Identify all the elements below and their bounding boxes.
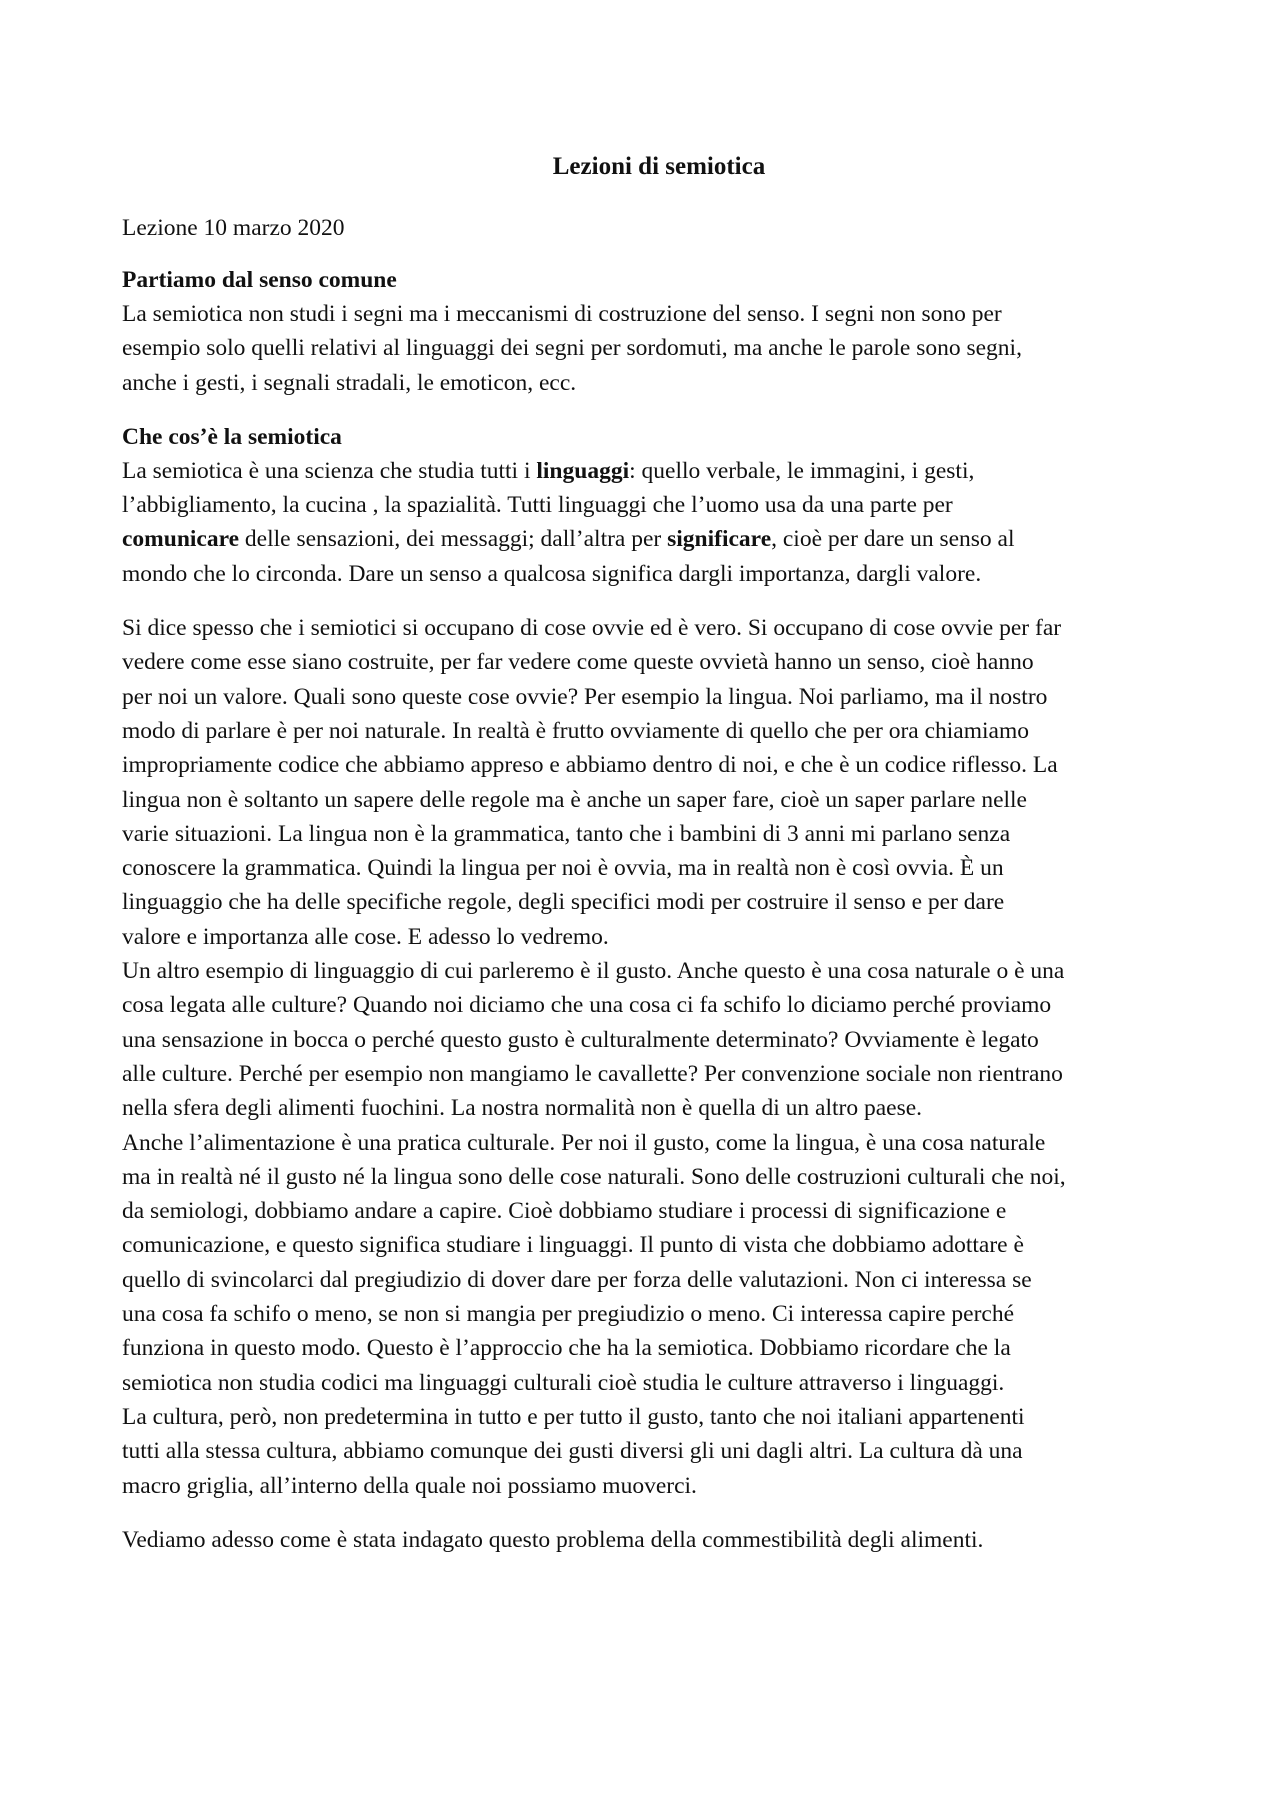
bold-term-significare: significare — [667, 526, 772, 553]
text-line: Un altro esempio di linguaggio di cui parleremo è il gusto. Anche questo è una cosa naturale o è una — [122, 958, 1065, 985]
text-line: alle culture. Perché per esempio non mangiamo le cavallette? Per convenzione sociale non rientrano — [122, 1060, 1063, 1087]
paragraph-commestibilita — [122, 1523, 1172, 1557]
section-heading-senso-comune: Partiamo dal senso comune — [122, 267, 397, 293]
text-line: La cultura, però, non predetermina in tutto e per tutto il gusto, tanto che noi italiani appartenenti — [122, 1403, 1025, 1430]
text-line: funziona in questo modo. Questo è l’approccio che ha la semiotica. Dobbiamo ricordare che la — [122, 1335, 1011, 1362]
bold-term-comunicare: comunicare — [122, 526, 240, 553]
text-line: lingua non è soltanto un sapere delle regole ma è anche un saper fare, cioè un saper parlare nelle — [122, 786, 1027, 813]
text-line: tutti alla stessa cultura, abbiamo comunque dei gusti diversi gli uni dagli altri. La cultura dà una — [122, 1438, 1023, 1465]
text-line: esempio solo quelli relativi al linguaggi dei segni per sordomuti, ma anche le parole sono segni, — [122, 335, 1022, 362]
text-line: quello di svincolarci dal pregiudizio di dover dare per forza delle valutazioni. Non ci interessa se — [122, 1266, 1032, 1293]
text-line: impropriamente codice che abbiamo appreso e abbiamo dentro di noi, e che è un codice riflesso. La — [122, 752, 1058, 779]
text-line: per noi un valore. Quali sono queste cose ovvie? Per esempio la lingua. Noi parliamo, ma il nostro — [122, 683, 1048, 710]
text-line: macro griglia, all’interno della quale noi possiamo muoverci. — [122, 1472, 697, 1499]
paragraph-cose-ovvie — [122, 611, 1172, 1503]
text-line: Si dice spesso che i semiotici si occupano di cose ovvie ed è vero. Si occupano di cose ovvie per far — [122, 615, 1062, 642]
text-line: modo di parlare è per noi naturale. In realtà è frutto ovviamente di quello che per ora chiamiamo — [122, 717, 1029, 744]
text-run: : quello verbale, le immagini, i gesti, — [629, 457, 975, 484]
section-heading-che-cos-e: Che cos’è la semiotica — [122, 423, 342, 450]
text-line: anche i gesti, i segnali stradali, le emoticon, ecc. — [122, 369, 577, 396]
text-run: , cioè per dare un senso al — [771, 526, 1015, 553]
text-line: La semiotica non studi i segni ma i meccanismi di costruzione del senso. I segni non sono per — [122, 301, 1002, 327]
text-line: Vediamo adesso come è stata indagato questo problema della commestibilità degli alimenti. — [122, 1526, 984, 1553]
text-line — [122, 522, 1172, 556]
text-line: varie situazioni. La lingua non è la grammatica, tanto che i bambini di 3 anni mi parlano senza — [122, 820, 1011, 847]
text-line: da semiologi, dobbiamo andare a capire. Cioè dobbiamo studiare i processi di significazione e — [122, 1198, 1007, 1225]
text-line: ma in realtà né il gusto né la lingua sono delle cose naturali. Sono delle costruzioni culturali che noi, — [122, 1163, 1066, 1190]
document-title: Lezioni di semiotica — [552, 153, 766, 180]
document-page — [122, 150, 1172, 1557]
text-line: nella sfera degli alimenti fuochini. La nostra normalità non è quella di un altro paese. — [122, 1095, 923, 1122]
text-line: valore e importanza alle cose. E adesso lo vedremo. — [122, 923, 609, 950]
text-line: comunicazione, e questo significa studiare i linguaggi. Il punto di vista che dobbiamo adottare è — [122, 1232, 1024, 1259]
text-line — [122, 454, 1172, 488]
text-line: cosa legata alle culture? Quando noi diciamo che una cosa ci fa schifo lo diciamo perché proviamo — [122, 992, 1052, 1019]
text-line: linguaggio che ha delle specifiche regole, degli specifici modi per costruire il senso e per dare — [122, 889, 1005, 916]
paragraph-senso-comune — [122, 297, 1172, 400]
lesson-date: Lezione 10 marzo 2020 — [122, 215, 345, 241]
text-line: vedere come esse siano costruite, per far vedere come queste ovvietà hanno un senso, cioè hanno — [122, 649, 1034, 676]
text-run: La semiotica è una scienza che studia tutti i — [122, 457, 537, 484]
text-line: semiotica non studia codici ma linguaggi culturali cioè studia le culture attraverso i linguaggi. — [122, 1369, 1005, 1396]
text-run: delle sensazioni, dei messaggi; dall’altra per — [239, 526, 668, 553]
text-line: mondo che lo circonda. Dare un senso a qualcosa significa dargli importanza, dargli valore. — [122, 560, 982, 587]
bold-term-linguaggi: linguaggi — [536, 457, 630, 484]
text-line: una sensazione in bocca o perché questo gusto è culturalmente determinato? Ovviamente è legato — [122, 1026, 1039, 1053]
text-line: conoscere la grammatica. Quindi la lingua per noi è ovvia, ma in realtà non è così ovvia. È un — [122, 855, 1004, 882]
paragraph-che-cos-e — [122, 454, 1172, 591]
text-line: una cosa fa schifo o meno, se non si mangia per pregiudizio o meno. Ci interessa capire perché — [122, 1301, 1015, 1328]
text-line: Anche l’alimentazione è una pratica culturale. Per noi il gusto, come la lingua, è una cosa naturale — [122, 1129, 1046, 1156]
text-line: l’abbigliamento, la cucina , la spazialità. Tutti linguaggi che l’uomo usa da una parte per — [122, 492, 953, 519]
